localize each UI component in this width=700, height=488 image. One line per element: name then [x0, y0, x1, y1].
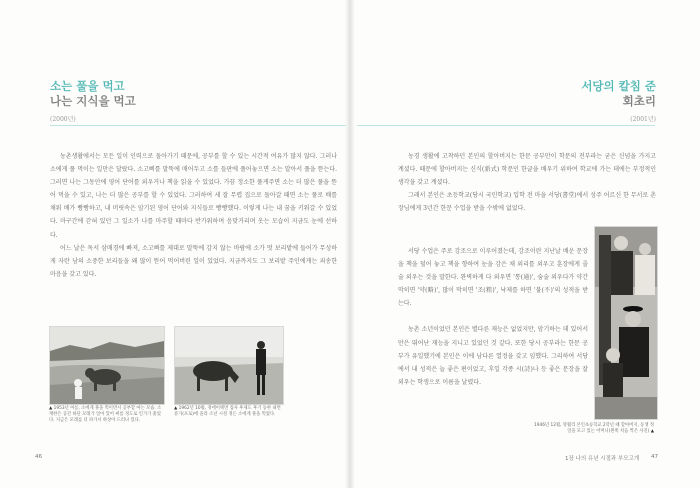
right-paragraph: 농경 생활에 고착하던 본인의 할아버지는 한문 공부만이 학문의 전부라는 굳은 신념을 가지고 계셨다. 때문에 할아버지는 신식(新式) 학문인 한글을 배우기 위하여 학교에 가는 데에는 부정적인 생각을 갖고 계셨다. — [398, 153, 656, 187]
right-title-rule — [357, 125, 655, 126]
left-paragraph: 어느 날은 독서 삼매경에 빠져, 소고삐를 제대로 말뚝에 감지 않는 바람에 소가 멋 보리밭에 들어가 무성하게 자란 남의 소중한 보리들을 왜 많이 뜯어 먹어버린 일이 있었다. 지금까지도 그 보리밭 주인에게는 죄송한 마음을 갖고 있다. — [50, 244, 337, 278]
photo-man-with-ox — [174, 326, 284, 405]
caption-text: 1953년 여름, 소에게 풀을 먹이면서 공부할 마는 모습. 소재한은 공간 하단 모래가 얼마 있어 써룸 정도로 인가가 흩었다. 지금은 모래를 더 파가서 하상이 드러나 있다. — [49, 406, 162, 424]
caption-triangle-icon: ▲ — [49, 406, 54, 411]
left-paragraph: 농촌생활에서는 모든 일이 인력으로 돌아가기 때문에, 공부를 할 수 있는 시간적 여유가 많지 않다. 그러나 소에게 풀 먹이는 일만은 달랐다. 소고삐를 말뚝에 매어두고 소를 들판에 풀어놓으면 소는 알아서 풀을 뜯는다. 그러면 나는 그동안에 영어 단어를 외우거나 책을 읽을 수 있었다. 가끔 정소한 풀게주면 소는 더 많은 풀을 뜯어 먹을 수 있고, 나는 더 많은 공부를 할 수 있었다. 그러하여 세 잘 무렵 집으로 돌아갈 때면 소는 풀로 배를 채워 배가 빵빵하고, 내 머릿속은 암기된 영어 단어와 지식들로 빵빵했다. 이렇게 나는 내 꿈을 키워갈 수 있었다. 마구간에 갇혀 있던 그 일소가 나를 마주할 때마다 반가워하며 음맞거리며 옷는 모습이 지금도 눈에 선하다. — [50, 153, 337, 239]
running-head: 1장 나의 유년 시절과 부모고개 — [565, 456, 640, 462]
right-body-text-bottom — [398, 232, 588, 389]
right-paragraph: 그래서 본인은 초등학교(당시 국민학교) 입학 전 마을 서당(書堂)에서 성주 어르신 한 무서로 촌장님에게 3년간 한문 수업을 받을 수밖에 없었다. — [398, 192, 656, 213]
right-paragraph: 서당 수업은 주로 강조으로 이루어졌는데, 강조이란 지난날 배운 문장을 책을 덮어 놓고 책을 향하여 눈을 감은 채 외리를 외우고 훈장에게 줄술 외우는 것을 말한다. 완벽하게 다 외우면 '통(通)', 숨술 외우다가 약간 막히면 '약(略)', 많이 막히면 '조(粗)', 낙제를 하면 '불(不)'의 성적을 받는다. — [398, 248, 588, 308]
photo-caption-3 — [534, 423, 654, 435]
photo-family-portrait — [594, 226, 658, 420]
left-chapter-title — [50, 79, 136, 127]
left-title-year: (2000년) — [50, 116, 76, 123]
right-chapter-title — [581, 79, 656, 127]
left-title-rule — [50, 125, 346, 126]
caption-triangle-icon: ▲ — [649, 429, 654, 435]
left-page-number: 46 — [35, 454, 42, 460]
right-paragraph: 농촌 소년이었던 본인은 별다른 재능은 없었지만, 암기하는 데 있어서만은 뛰어난 재능을 지니고 있었던 것 같다. 또한 당시 공부라는 한문 공부가 유일했기에 본인은 이에 남다른 열정을 갖고 임했다. 그리하여 서당에서 내 성적은 늘 좋은 편이었고, 후일 각종 시(詩)나 등 좋은 문장을 잘 외우는 학생으로 이름을 날렸다. — [398, 326, 588, 386]
book-gutter — [345, 0, 355, 488]
left-title-line2: 나는 지식을 먹고 — [50, 94, 136, 108]
caption-triangle-icon: ▲ — [174, 406, 179, 411]
photo-ox-riverside — [49, 326, 165, 405]
right-title-line1: 서당의 칼침 준 — [581, 79, 656, 93]
right-page-number: 47 — [651, 454, 658, 460]
photo-man-with-ox-image — [175, 327, 283, 404]
caption-text: 1946년 12월, 망월리 본인초등학교 2학년 때 할아버지, 동생 정일을 모고 있는 어머니(왼쪽 치음 찍은 사진) — [534, 423, 654, 435]
photo-family-portrait-image — [595, 227, 657, 419]
right-title-line2: 회초리 — [622, 94, 656, 108]
photo-caption-1 — [49, 406, 163, 425]
photo-ox-riverside-image — [50, 327, 164, 404]
left-title-line1: 소는 풀을 먹고 — [50, 79, 125, 93]
right-body-text-top — [398, 150, 656, 215]
caption-text: 1962년 10월, 경에이택면 집사 후제도 후기 동한 내면 분가(포로)에 올라 소년 시절 정든 소에게 풀을 먹였다. — [174, 406, 281, 418]
left-body-text — [50, 150, 337, 281]
right-title-year: (2001년) — [630, 116, 656, 123]
photo-caption-2 — [174, 406, 282, 418]
